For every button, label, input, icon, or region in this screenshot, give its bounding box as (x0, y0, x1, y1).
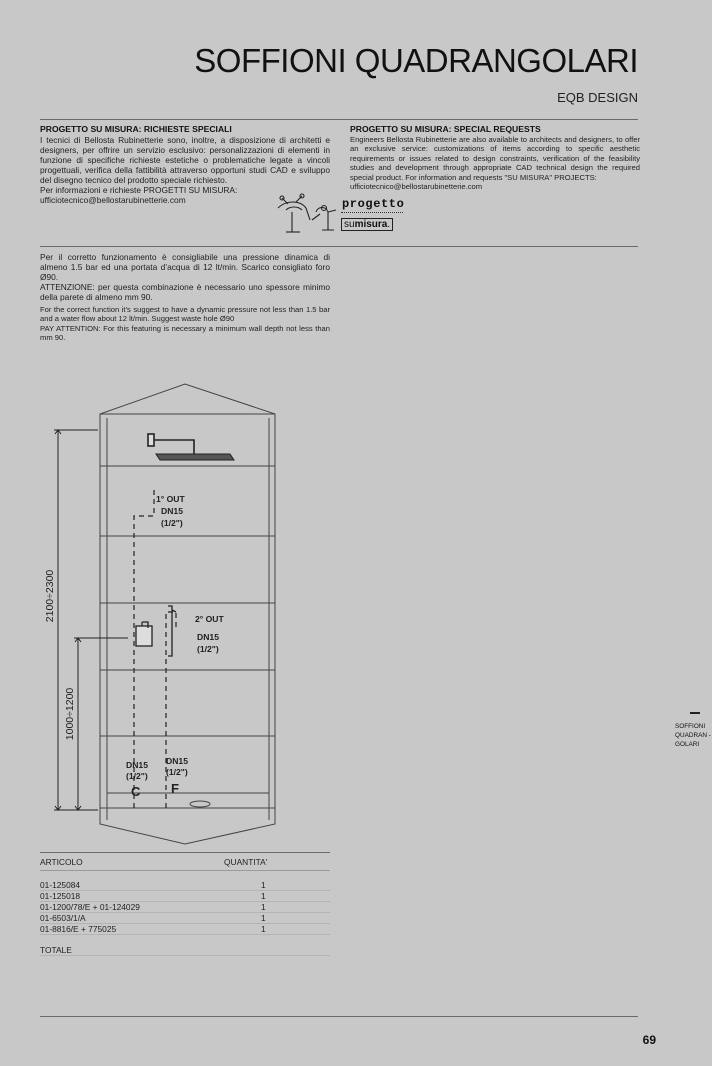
installation-notes-it (40, 252, 330, 302)
article-code: 01-125084 (40, 880, 81, 890)
header-divider (40, 119, 638, 120)
article-code: 01-8816/E + 775025 (40, 924, 117, 934)
out1-label: 1° OUT (156, 494, 185, 504)
logo-dot: . (387, 219, 391, 230)
table-row (40, 902, 330, 913)
page-subtitle: EQB DESIGN (557, 90, 638, 105)
table-total-row (40, 945, 330, 956)
out1-size: (1/2") (161, 518, 183, 528)
out1-dn: DN15 (161, 506, 183, 516)
notes-en-line2: PAY ATTENTION: For this featuring is necessary a minimum wall depth not less than mm 90. (40, 323, 330, 343)
installation-diagram (30, 378, 330, 848)
out2-size: (1/2") (197, 644, 219, 654)
total-label: TOTALE (40, 945, 72, 955)
side-tab-line: QUADRAN - (675, 732, 711, 739)
inlet-c-dn: DN15 (126, 760, 148, 770)
special-requests-en-heading: PROGETTO SU MISURA: SPECIAL REQUESTS (350, 124, 541, 134)
page-title: SOFFIONI QUADRANGOLARI (194, 42, 638, 79)
logo-divider (341, 212, 403, 213)
showerhead-icon (148, 434, 194, 454)
special-requests-en-email[interactable]: ufficiotecnico@bellostarubinetterie.com (350, 182, 483, 192)
article-qty: 1 (261, 924, 266, 934)
page-number: 69 (642, 1033, 656, 1047)
notes-it-line2: ATTENZIONE: per questa combinazione è necessario uno spessore minimo della parete di almeno mm 90. (40, 282, 330, 302)
article-qty: 1 (261, 891, 266, 901)
side-tab-marker (690, 712, 700, 714)
inlet-f-letter: F (171, 781, 179, 796)
section-divider (40, 246, 638, 247)
table-row (40, 924, 330, 935)
inlet-c-letter: C (131, 784, 141, 799)
inlet-f-dn: DN15 (166, 756, 188, 766)
special-requests-en-body: Engineers Bellosta Rubinetterie are also available to architects and designers, to offer an exclusive service: customizations of items according to specific aesthetic requirements or issues related to design constraints, verification of the feasibility studies and development through appropriate CAD technical design the required special product. For information and requests "SU MISURA" PROJECTS: (350, 135, 640, 182)
table-header-divider (40, 870, 330, 871)
side-tab[interactable] (675, 722, 711, 749)
height-total-label: 2100÷2300 (44, 569, 56, 623)
article-qty: 1 (261, 913, 266, 923)
notes-it-line1: Per il corretto funzionamento è consigliabile una pressione dinamica di almeno 1.5 bar ed una portata d’acqua di 12 lt/min. Scarico consigliato foro Ø90. (40, 252, 330, 282)
side-tab-line: GOLARI (675, 741, 700, 748)
mixer-icon (136, 606, 176, 656)
article-code: 01-125018 (40, 891, 81, 901)
special-requests-it-info: Per informazioni e richieste PROGETTI SU MISURA: (40, 185, 238, 195)
logo-misura: misura (354, 219, 388, 230)
special-requests-it-email[interactable]: ufficiotecnico@bellostarubinetterie.com (40, 195, 186, 205)
table-row (40, 891, 330, 902)
col-article-header: ARTICOLO (40, 857, 83, 867)
notes-en-line1: For the correct function it’s suggest to have a dynamic pressure not less than 1.5 bar and a water flow about 12 lt/min. Suggest waste hole Ø90 (40, 305, 330, 324)
article-qty: 1 (261, 902, 266, 912)
height-mixer-label: 1000÷1200 (64, 687, 76, 741)
inlet-f-size: (1/2") (166, 767, 188, 777)
table-top-divider (40, 852, 330, 853)
article-code: 01-1200/78/E + 01-124029 (40, 902, 140, 912)
logo-progetto-word: progetto (342, 197, 405, 211)
special-requests-it-heading: PROGETTO SU MISURA: RICHIESTE SPECIALI (40, 124, 232, 134)
showerhead-plate (156, 454, 234, 460)
article-code: 01-6503/1/A (40, 913, 86, 923)
article-qty: 1 (261, 880, 266, 890)
logo-su-misura (341, 218, 393, 231)
installation-notes-en (40, 305, 330, 343)
out2-label: 2° OUT (195, 614, 224, 624)
special-requests-en (350, 124, 640, 191)
out2-dn: DN15 (197, 632, 219, 642)
col-qty-header: QUANTITA' (224, 857, 268, 867)
footer-divider (40, 1016, 638, 1017)
table-row (40, 880, 330, 891)
table-row (40, 913, 330, 924)
inlet-c-size: (1/2") (126, 771, 148, 781)
special-requests-it-body: I tecnici di Bellosta Rubinetterie sono, inoltre, a disposizione di architetti e designers, per offrire un servizio esclusivo: personalizzazioni di elementi in funzione di specifiche richieste estetiche o problematiche legate a vincoli progettuali, verifica della fattibilità attraverso opportuni studi CAD e sviluppo del disegno tecnico del prodotto speciale richiesto. (40, 135, 330, 185)
logo-su: su (344, 219, 355, 230)
side-tab-line: SOFFIONI (675, 723, 706, 730)
